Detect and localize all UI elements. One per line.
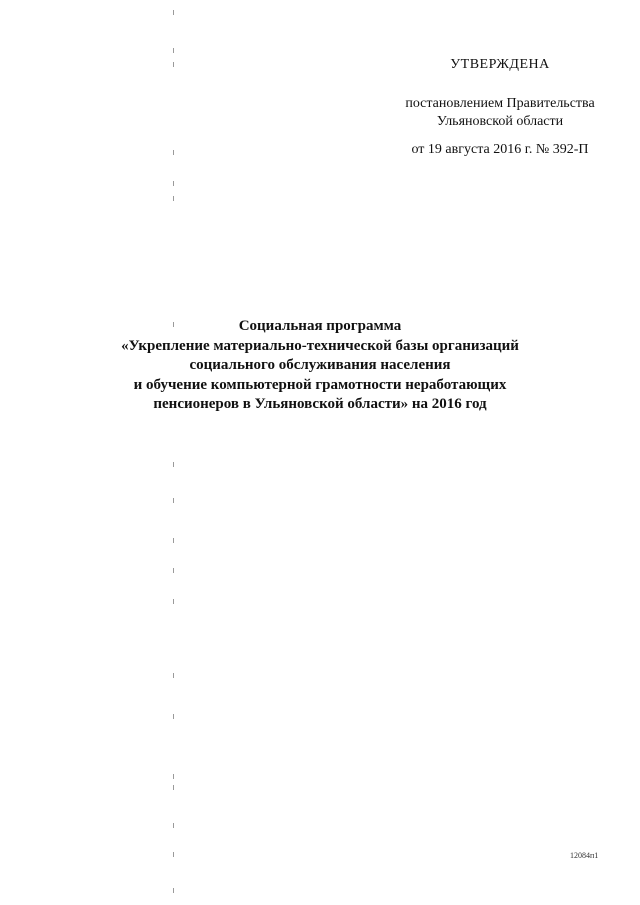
approval-block [380, 56, 620, 159]
decree-line-2: Ульяновской области [436, 114, 564, 129]
program-title-line-3: социального обслуживания населения [189, 357, 451, 373]
approval-decree [380, 95, 620, 131]
approval-title: УТВЕРЖДЕНА [450, 57, 550, 72]
program-title [60, 317, 580, 415]
scan-margin-marks [173, 0, 177, 905]
program-title-line-1: Социальная программа [238, 318, 402, 334]
approval-date: от 19 августа 2016 г. № 392-П [411, 142, 589, 157]
program-title-line-4: и обучение компьютерной грамотности неработающих [133, 376, 507, 393]
program-title-line-5: пенсионеров в Ульяновской области» на 2016 год [153, 396, 487, 412]
document-code: 12084п1 [570, 851, 599, 860]
program-title-line-2: «Укрепление материально-технической базы организаций [121, 337, 519, 354]
decree-line-1: постановлением Правительства [405, 96, 595, 111]
